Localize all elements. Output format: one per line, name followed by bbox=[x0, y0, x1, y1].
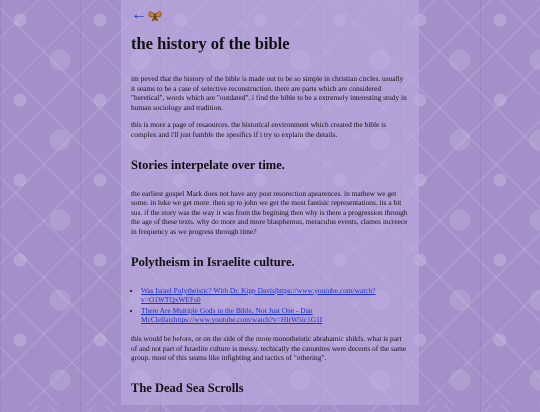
intro-paragraph-2: this is more a page of resaources. the historical environment which created the bible is complex and i'll just fumble the spesifics if i try to explain the details. bbox=[131, 120, 387, 139]
resource-link-dan-mcclellan[interactable]: There Are Multiple Gods in the Bible, Not Just One - Dan McClellan|https://www.youtube.com/watch?v=HIrW5ic1G1I bbox=[141, 305, 323, 325]
section-heading-stories: Stories interpelate over time. bbox=[131, 157, 285, 172]
nav-row bbox=[131, 7, 409, 23]
section-paragraph-stories: the earliest gospel Mark does not have any post resorection apearences. in mathew we get some. in luke we get more. then up to john we get the most fantisic representations. its a bit sus. if the story was the way it was from the begining then why is there a progression through the age of these texts. why do more and more blasphemus, meraculus events, clames increece in frequency as we progress through time? bbox=[131, 188, 408, 236]
back-link[interactable]: ← bbox=[131, 6, 147, 23]
butterfly-icon bbox=[148, 9, 162, 21]
list-item bbox=[141, 306, 409, 325]
list-item bbox=[141, 286, 409, 305]
intro-paragraph-1: im peved that the history of the bible is made out to be so simple in christian circles. usually it seams to be a case of selective reconstruction. there are parts which are considered "heretical", words which are "outdated". i find the bible to be a extremely interesting study in human sociology and tradition. bbox=[131, 74, 407, 112]
section-heading-dead-sea-scrolls: The Dead Sea Scrolls bbox=[131, 380, 244, 395]
resource-link-kipp-davis[interactable]: Was Israel Polytheistic? With Dr. Kipp Davis|https://www.youtube.com/watch?v=O1WTQxWEFs0 bbox=[141, 285, 376, 305]
section-heading-polytheism: Polytheism in Israelite culture. bbox=[131, 254, 295, 269]
main-content bbox=[131, 0, 409, 412]
page-title: the history of the bible bbox=[131, 34, 290, 53]
section-paragraph-polytheism: this would be before, or on the side of the more monotheistic abrahamic shikfs. what is part of and not part of Israelite culture is messy. techically the canunites were decents of the same group. most of this seams like infighting and tactics of "othering". bbox=[131, 333, 407, 363]
resource-link-list bbox=[131, 286, 409, 325]
